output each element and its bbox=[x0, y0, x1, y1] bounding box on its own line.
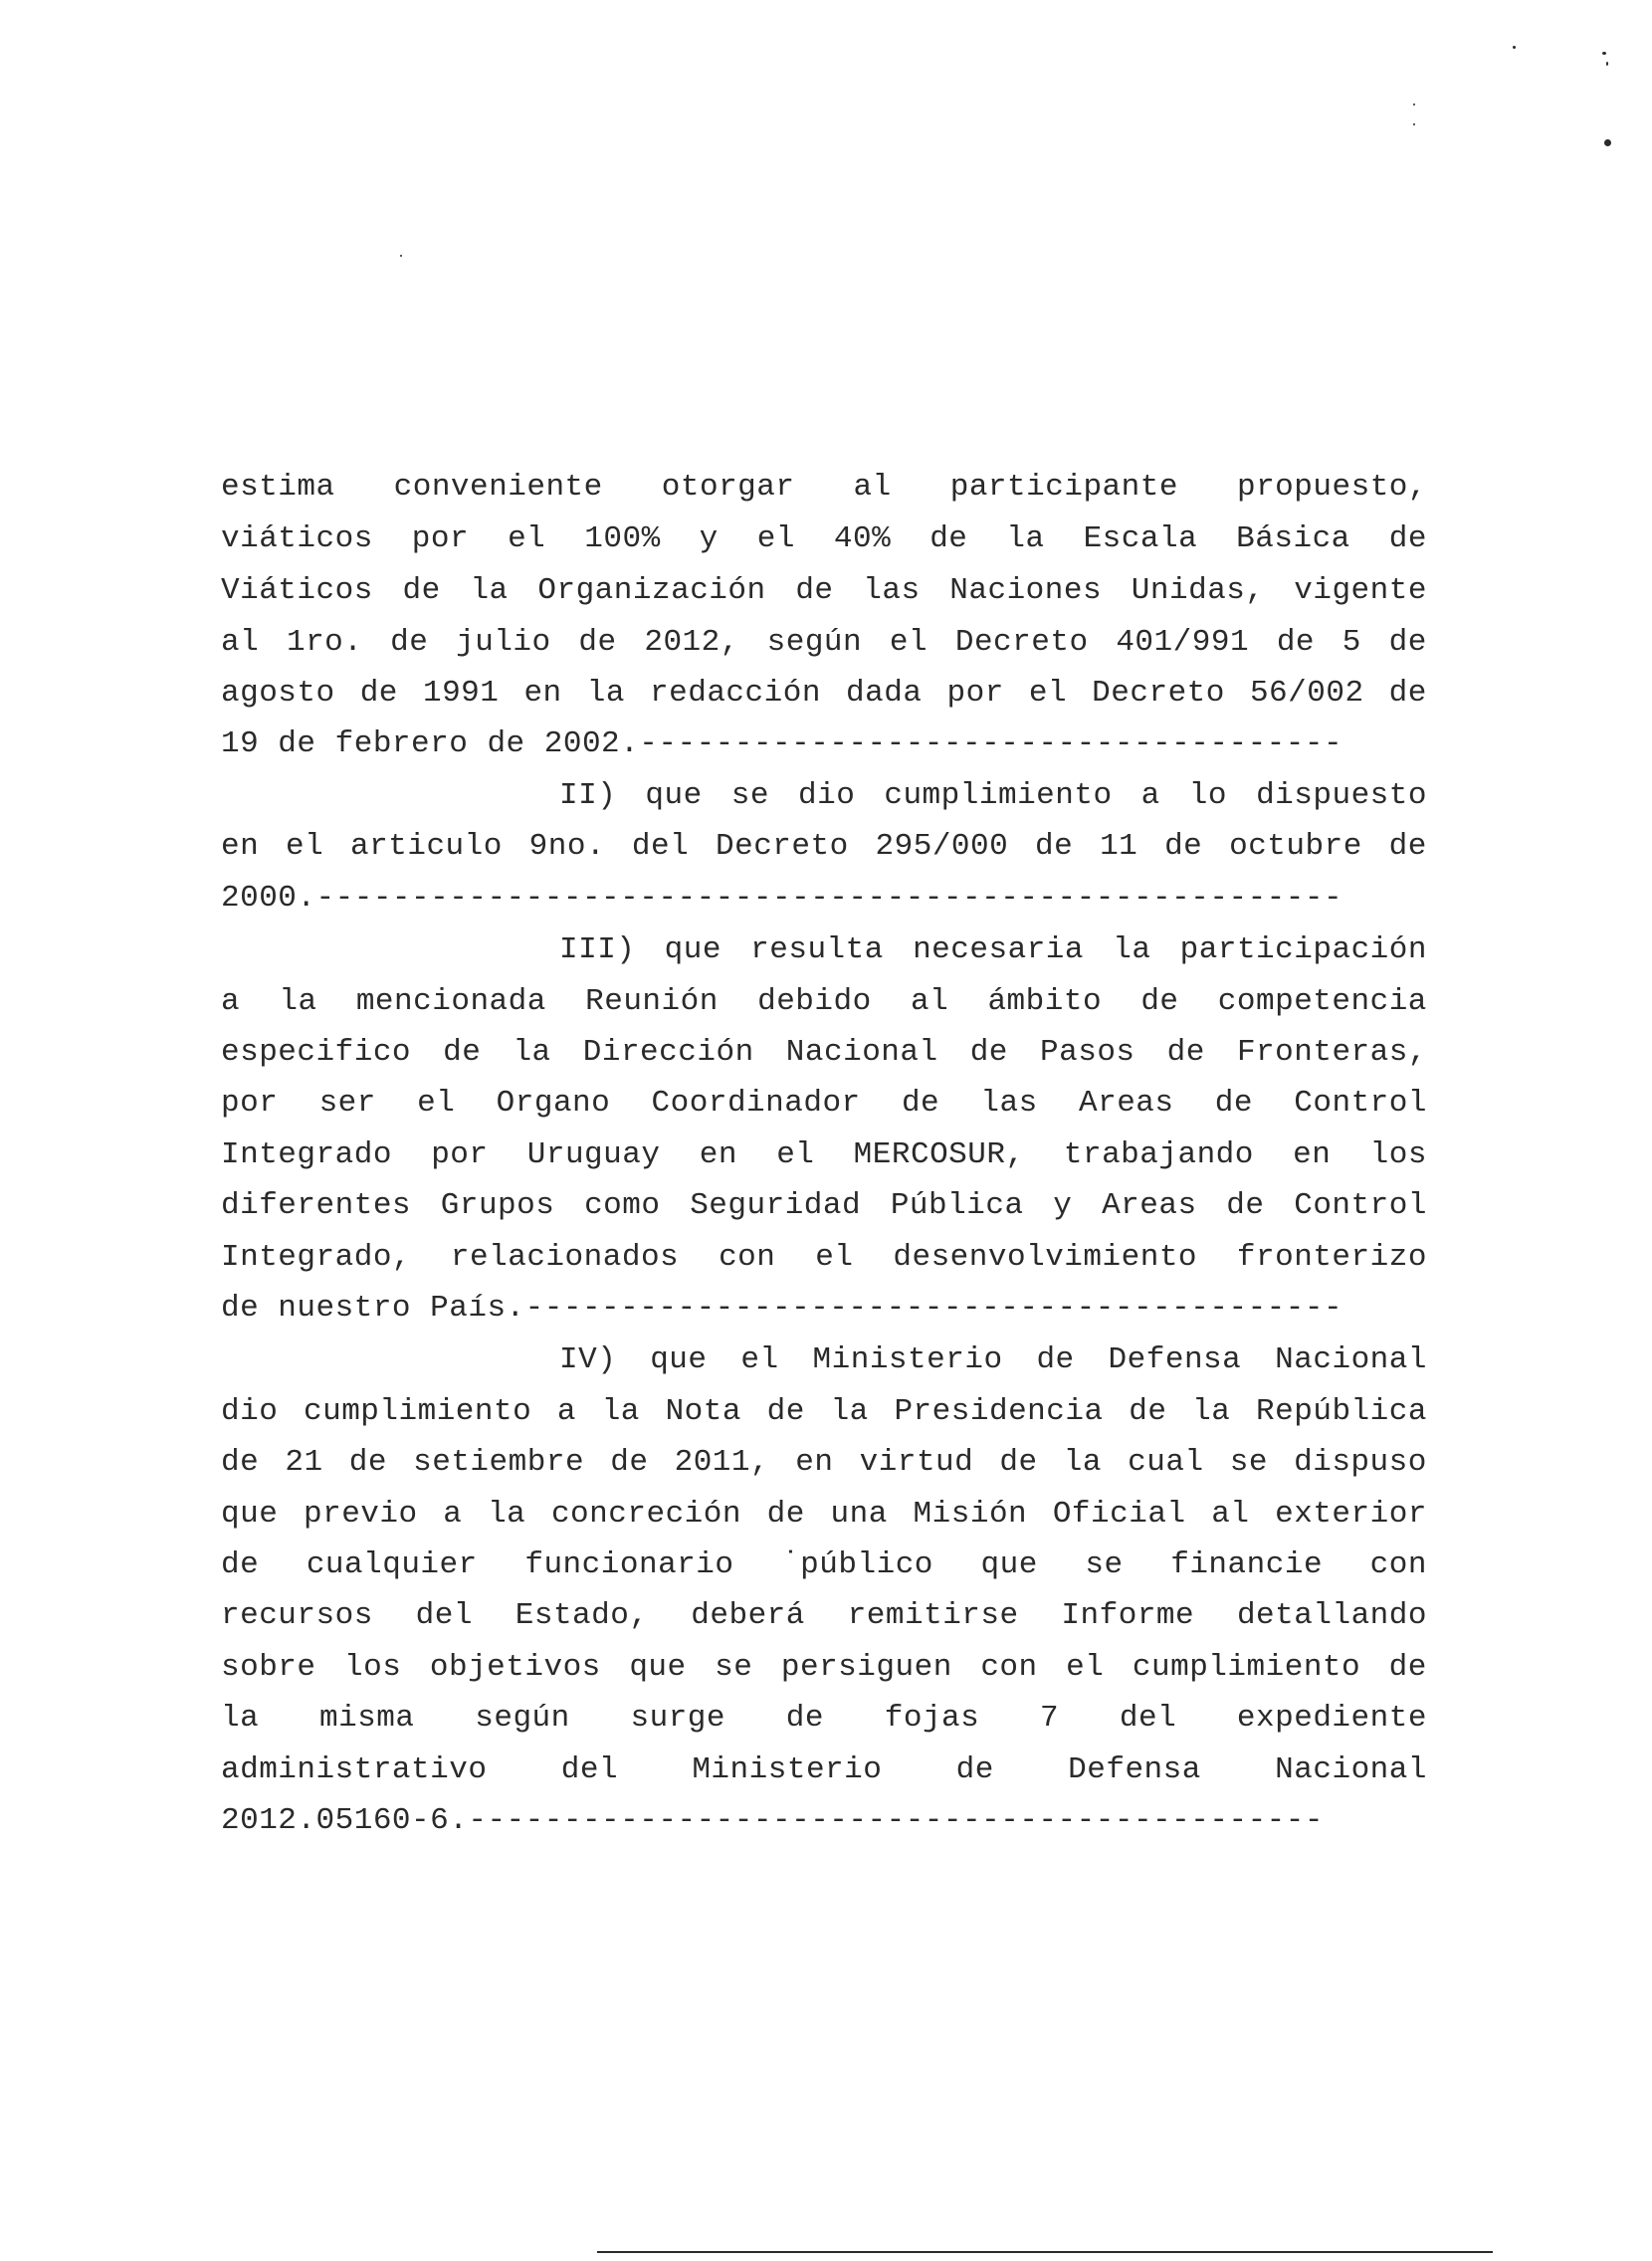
text-word: viáticos bbox=[221, 521, 373, 556]
text-word: 295/000 bbox=[875, 829, 1009, 864]
text-line bbox=[221, 1591, 1427, 1641]
text-word: Presidencia bbox=[894, 1394, 1104, 1429]
text-word: Reunión bbox=[585, 984, 719, 1019]
text-word: mencionada bbox=[355, 984, 546, 1019]
text-word: de bbox=[1276, 625, 1316, 660]
text-word: Estado, bbox=[515, 1598, 649, 1633]
text-word: Pasos bbox=[1040, 1035, 1136, 1070]
text-word: la bbox=[601, 1394, 640, 1429]
text-word: de bbox=[1214, 1086, 1253, 1121]
text-word: Nacional bbox=[1275, 1752, 1427, 1787]
text-word: la bbox=[513, 1035, 551, 1070]
text-word: el bbox=[815, 1240, 854, 1275]
text-word: la bbox=[586, 676, 625, 711]
text-word: funcionario bbox=[524, 1547, 734, 1582]
text-word: de bbox=[766, 1497, 805, 1532]
text-word: cumplimiento bbox=[884, 778, 1113, 813]
text-word: Defensa bbox=[1068, 1752, 1201, 1787]
text-word: el bbox=[1028, 676, 1068, 711]
text-word: de bbox=[1140, 984, 1179, 1019]
text-word: estima bbox=[221, 470, 335, 505]
text-word: los bbox=[344, 1650, 402, 1685]
text-word: y bbox=[699, 521, 719, 556]
text-word: de bbox=[359, 676, 398, 711]
text-word: de bbox=[1226, 1188, 1265, 1223]
scan-speck bbox=[1604, 139, 1611, 146]
text-word: Decreto bbox=[954, 625, 1089, 660]
text-word: al bbox=[910, 984, 949, 1019]
text-word: de bbox=[999, 1445, 1038, 1480]
text-line: 2000.------------------------------------------------------ bbox=[221, 881, 1343, 916]
text-word: la bbox=[1063, 1445, 1103, 1480]
text-word: Decreto bbox=[1092, 676, 1225, 711]
text-word: Naciones bbox=[949, 573, 1103, 608]
text-word: 2012, bbox=[644, 625, 739, 660]
text-word: de bbox=[1388, 829, 1427, 864]
text-word: de bbox=[1164, 829, 1203, 864]
text-word: la bbox=[279, 984, 317, 1019]
text-word: especifico bbox=[221, 1035, 412, 1070]
text-word: de bbox=[1388, 1650, 1427, 1685]
text-word: 21 bbox=[285, 1445, 323, 1480]
text-word: agosto bbox=[221, 676, 335, 711]
text-word: Organización bbox=[537, 573, 766, 608]
text-line bbox=[221, 1336, 1427, 1385]
text-word: Nacional bbox=[1275, 1342, 1427, 1377]
text-word: cualquier bbox=[306, 1547, 478, 1582]
text-word: Decreto bbox=[715, 829, 849, 864]
text-word: de bbox=[390, 625, 429, 660]
text-word: de bbox=[1035, 829, 1074, 864]
text-word: Coordinador bbox=[651, 1086, 861, 1121]
text-word: 5 bbox=[1342, 625, 1361, 660]
text-word: las bbox=[863, 573, 921, 608]
text-word: detallando bbox=[1236, 1598, 1427, 1633]
text-line bbox=[221, 1490, 1427, 1540]
text-word: II) bbox=[559, 778, 617, 813]
text-word: que bbox=[650, 1342, 708, 1377]
text-word: dio bbox=[221, 1394, 279, 1429]
text-word: deberá bbox=[691, 1598, 805, 1633]
text-word: Nota bbox=[665, 1394, 741, 1429]
text-word: de bbox=[578, 625, 617, 660]
text-word: se bbox=[730, 778, 769, 813]
text-word: la bbox=[830, 1394, 869, 1429]
text-word: dispuesto bbox=[1256, 778, 1427, 813]
text-word: la bbox=[1006, 521, 1045, 556]
text-line bbox=[221, 669, 1427, 719]
text-word: fronterizo bbox=[1236, 1240, 1427, 1275]
text-line bbox=[221, 1079, 1427, 1129]
text-word: de bbox=[1388, 521, 1427, 556]
text-word: el bbox=[740, 1342, 779, 1377]
text-word: la bbox=[221, 1701, 260, 1736]
text-word: de bbox=[795, 573, 834, 608]
text-word: III) bbox=[559, 932, 636, 967]
text-word: 9no. bbox=[528, 829, 606, 864]
text-word: desenvolvimiento bbox=[893, 1240, 1198, 1275]
text-word: exterior bbox=[1275, 1497, 1427, 1532]
text-word: 401/991 bbox=[1116, 625, 1250, 660]
text-word: participación bbox=[1179, 932, 1427, 967]
text-line bbox=[221, 1130, 1427, 1180]
text-line bbox=[221, 1541, 1427, 1590]
text-line bbox=[221, 1694, 1427, 1744]
text-word: en bbox=[221, 829, 260, 864]
text-word: Defensa bbox=[1108, 1342, 1242, 1377]
text-word: Areas bbox=[1102, 1188, 1197, 1223]
text-word: recursos bbox=[221, 1598, 373, 1633]
text-word: de bbox=[785, 1701, 824, 1736]
text-word: el bbox=[286, 829, 324, 864]
text-word: setiembre bbox=[413, 1445, 585, 1480]
text-word: Organo bbox=[496, 1086, 611, 1121]
text-word: Uruguay bbox=[526, 1137, 661, 1172]
text-word: Básica bbox=[1236, 521, 1350, 556]
text-word: de bbox=[610, 1445, 649, 1480]
text-word: otorgar bbox=[661, 470, 795, 505]
text-word: como bbox=[584, 1188, 661, 1223]
text-word: Pública bbox=[890, 1188, 1024, 1223]
text-word: de bbox=[1388, 625, 1427, 660]
text-word: según bbox=[766, 625, 863, 660]
text-word: 1ro. bbox=[286, 625, 363, 660]
text-word: competencia bbox=[1217, 984, 1427, 1019]
text-word: las bbox=[980, 1086, 1038, 1121]
text-word: expediente bbox=[1236, 1701, 1427, 1736]
text-word: de bbox=[1388, 676, 1427, 711]
text-word: en bbox=[699, 1137, 737, 1172]
text-word: se bbox=[1229, 1445, 1268, 1480]
text-word: a bbox=[221, 984, 241, 1019]
text-word: el bbox=[756, 521, 795, 556]
text-word: concreción bbox=[550, 1497, 741, 1532]
text-word: del bbox=[1119, 1701, 1177, 1736]
text-word: de bbox=[221, 1445, 260, 1480]
text-word: dispuso bbox=[1294, 1445, 1427, 1480]
text-word: la bbox=[488, 1497, 526, 1532]
text-line bbox=[221, 514, 1427, 564]
text-word: fojas bbox=[884, 1701, 980, 1736]
text-word: Control bbox=[1294, 1086, 1427, 1121]
scan-speck bbox=[1602, 52, 1606, 55]
text-word: sobre bbox=[221, 1650, 316, 1685]
text-word: al bbox=[1211, 1497, 1250, 1532]
text-word: del bbox=[631, 829, 690, 864]
text-word: ámbito bbox=[987, 984, 1103, 1019]
text-word: el bbox=[417, 1086, 456, 1121]
text-word: Seguridad bbox=[690, 1188, 862, 1223]
text-word: cumplimiento bbox=[1132, 1650, 1361, 1685]
text-word: participante bbox=[949, 470, 1178, 505]
text-line bbox=[221, 1181, 1427, 1231]
text-word: Misión bbox=[913, 1497, 1028, 1532]
text-word: de bbox=[402, 573, 441, 608]
text-word: trabajando bbox=[1063, 1137, 1254, 1172]
text-word: la bbox=[470, 573, 509, 608]
text-word: de bbox=[348, 1445, 387, 1480]
text-word: en bbox=[523, 676, 562, 711]
text-word: 100% bbox=[584, 521, 661, 556]
text-line bbox=[221, 1438, 1427, 1488]
text-word: 7 bbox=[1040, 1701, 1060, 1736]
text-word: en bbox=[795, 1445, 834, 1480]
text-word: ser bbox=[318, 1086, 376, 1121]
text-word: la bbox=[1192, 1394, 1231, 1429]
text-word: surge bbox=[630, 1701, 726, 1736]
text-line bbox=[221, 1643, 1427, 1693]
text-word: con bbox=[1369, 1547, 1427, 1582]
text-word: previo bbox=[303, 1497, 418, 1532]
text-word: 11 bbox=[1100, 829, 1138, 864]
text-word: 1991 bbox=[422, 676, 500, 711]
scan-speck bbox=[1513, 46, 1516, 49]
text-line bbox=[221, 822, 1427, 872]
text-word: al bbox=[853, 470, 892, 505]
text-word: de bbox=[1129, 1394, 1167, 1429]
text-word: relacionados bbox=[450, 1240, 680, 1275]
scan-speck bbox=[1413, 123, 1415, 125]
text-word: República bbox=[1256, 1394, 1427, 1429]
text-word: resulta bbox=[750, 932, 884, 967]
scan-speck bbox=[1606, 62, 1608, 66]
text-word: conveniente bbox=[393, 470, 603, 505]
text-word: el bbox=[1066, 1650, 1105, 1685]
text-word: con bbox=[719, 1240, 776, 1275]
text-word: objetivos bbox=[429, 1650, 601, 1685]
text-word: de bbox=[955, 1752, 994, 1787]
text-word: se bbox=[715, 1650, 753, 1685]
text-word: 56/002 bbox=[1249, 676, 1364, 711]
text-word: del bbox=[415, 1598, 473, 1633]
text-word: cumplimiento bbox=[303, 1394, 532, 1429]
text-word: de bbox=[1036, 1342, 1075, 1377]
text-word: que bbox=[980, 1547, 1038, 1582]
text-word: de bbox=[929, 521, 968, 556]
text-word: necesaria bbox=[913, 932, 1085, 967]
text-word: según bbox=[475, 1701, 570, 1736]
text-word: por bbox=[221, 1086, 279, 1121]
text-word: con bbox=[980, 1650, 1038, 1685]
text-line: 19 de febrero de 2002.------------------------------------- bbox=[221, 726, 1343, 761]
text-word: virtud bbox=[859, 1445, 974, 1480]
text-word: remitirse bbox=[847, 1598, 1019, 1633]
text-word: Nacional bbox=[785, 1035, 938, 1070]
text-word: 2011, bbox=[674, 1445, 770, 1480]
text-word: que bbox=[645, 778, 703, 813]
text-line: de nuestro País.------------------------------------------- bbox=[221, 1291, 1343, 1326]
text-word: Viáticos bbox=[221, 573, 373, 608]
text-line bbox=[221, 618, 1427, 668]
text-line bbox=[221, 925, 1427, 975]
text-word: Ministerio bbox=[812, 1342, 1003, 1377]
text-word: Areas bbox=[1079, 1086, 1174, 1121]
text-word: financie bbox=[1170, 1547, 1324, 1582]
text-word: por bbox=[431, 1137, 489, 1172]
text-word: de bbox=[901, 1086, 940, 1121]
text-word: Fronteras, bbox=[1236, 1035, 1427, 1070]
text-word: del bbox=[560, 1752, 619, 1787]
text-word: Integrado, bbox=[221, 1240, 412, 1275]
text-word: los bbox=[1369, 1137, 1427, 1172]
text-word: debido bbox=[757, 984, 872, 1019]
text-word: que bbox=[629, 1650, 687, 1685]
text-word: al bbox=[221, 625, 260, 660]
text-word: que bbox=[221, 1497, 279, 1532]
text-line bbox=[221, 463, 1427, 513]
text-word: Unidas, bbox=[1131, 573, 1265, 608]
text-word: Escala bbox=[1083, 521, 1198, 556]
text-word: Ministerio bbox=[692, 1752, 883, 1787]
text-word: de bbox=[1166, 1035, 1205, 1070]
text-line: 2012.05160-6.--------------------------------------------- bbox=[221, 1803, 1324, 1838]
text-word: el bbox=[889, 625, 929, 660]
text-word: que bbox=[664, 932, 722, 967]
text-word: MERCOSUR, bbox=[853, 1137, 1025, 1172]
text-word: articulo bbox=[350, 829, 503, 864]
text-word: Dirección bbox=[582, 1035, 754, 1070]
text-word: de bbox=[766, 1394, 805, 1429]
text-word: persiguen bbox=[780, 1650, 952, 1685]
text-word: administrativo bbox=[221, 1752, 488, 1787]
text-word: el bbox=[776, 1137, 815, 1172]
bottom-edge-line bbox=[597, 2251, 1493, 2253]
text-line bbox=[221, 566, 1427, 616]
scan-speck bbox=[400, 255, 402, 257]
text-line bbox=[221, 977, 1427, 1027]
text-word: una bbox=[830, 1497, 888, 1532]
text-word: a bbox=[556, 1394, 577, 1429]
text-word: 40% bbox=[833, 521, 892, 556]
text-word: dada bbox=[846, 676, 923, 711]
text-word: vigente bbox=[1294, 573, 1427, 608]
text-word: propuesto, bbox=[1236, 470, 1427, 505]
text-word: a bbox=[443, 1497, 463, 1532]
text-word: Oficial bbox=[1052, 1497, 1186, 1532]
text-word: IV) bbox=[559, 1342, 617, 1377]
text-line bbox=[221, 1233, 1427, 1283]
scan-speck bbox=[1413, 103, 1415, 105]
text-word: redacción bbox=[650, 676, 821, 711]
text-word: Integrado bbox=[221, 1137, 392, 1172]
text-word: por bbox=[411, 521, 470, 556]
text-word: cual bbox=[1128, 1445, 1204, 1480]
text-word: de bbox=[969, 1035, 1008, 1070]
text-word: y bbox=[1053, 1188, 1073, 1223]
text-word: lo bbox=[1188, 778, 1228, 813]
text-word: Grupos bbox=[440, 1188, 555, 1223]
text-word: de bbox=[443, 1035, 482, 1070]
text-word: diferentes bbox=[221, 1188, 412, 1223]
text-line bbox=[221, 771, 1427, 821]
text-word: a bbox=[1140, 778, 1160, 813]
text-word: en bbox=[1293, 1137, 1332, 1172]
text-word: octubre bbox=[1229, 829, 1362, 864]
text-word: misma bbox=[318, 1701, 415, 1736]
text-word: por bbox=[946, 676, 1004, 711]
text-word: la bbox=[1113, 932, 1151, 967]
text-word: Control bbox=[1294, 1188, 1427, 1223]
text-word: dio bbox=[797, 778, 856, 813]
text-word: de bbox=[221, 1547, 260, 1582]
text-word: el bbox=[508, 521, 546, 556]
text-line bbox=[221, 1746, 1427, 1795]
text-line bbox=[221, 1387, 1427, 1437]
text-word: Informe bbox=[1061, 1598, 1195, 1633]
text-line bbox=[221, 1028, 1427, 1078]
text-word: se bbox=[1085, 1547, 1124, 1582]
text-word: julio bbox=[456, 625, 551, 660]
text-word: ˙público bbox=[781, 1547, 933, 1582]
